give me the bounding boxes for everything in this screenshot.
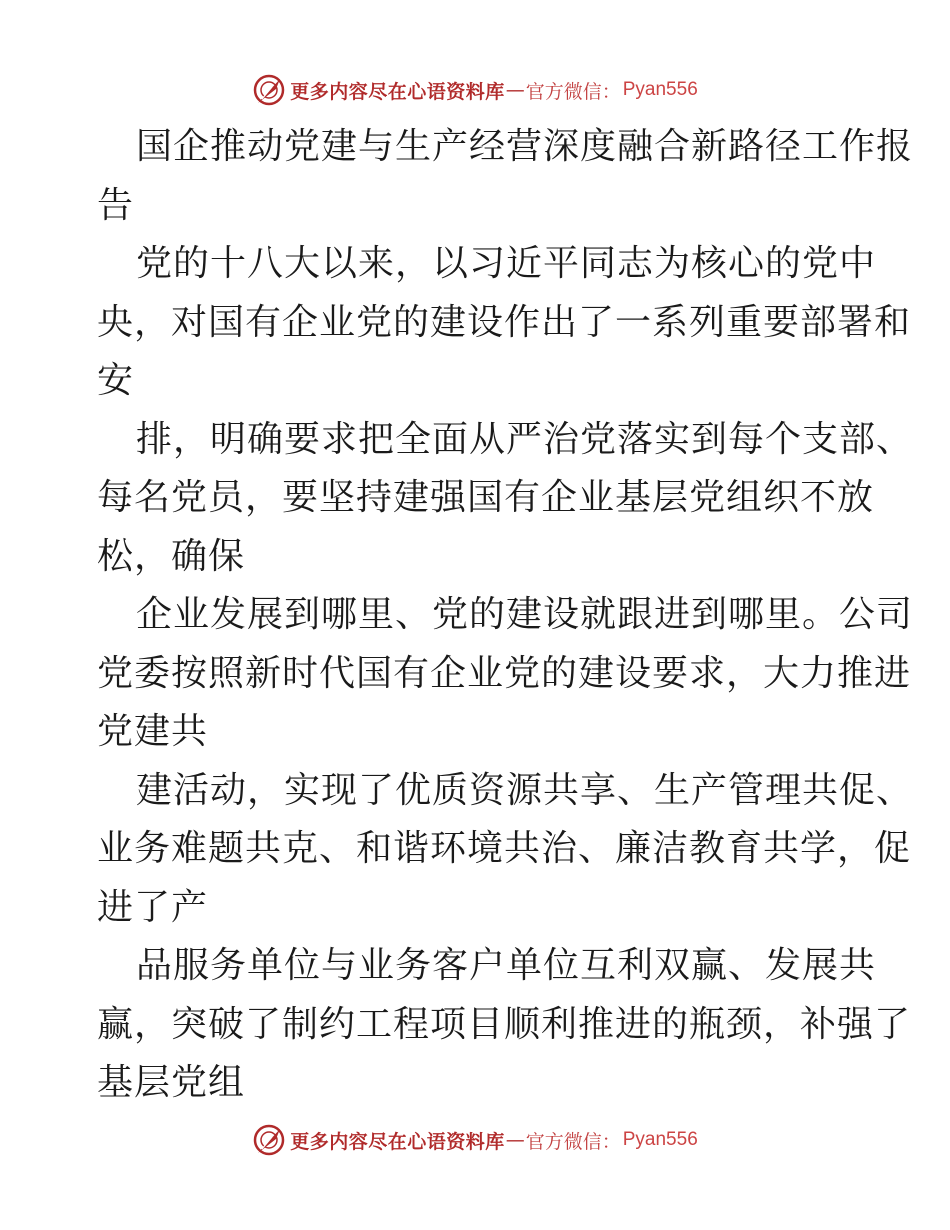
quill-logo-icon <box>252 73 286 107</box>
paragraph-line: 党的十八大以来，以习近平同志为核心的党中 <box>136 243 877 284</box>
quill-logo-icon <box>252 1123 286 1157</box>
paragraph-line: 进了产 <box>97 886 209 928</box>
watermark-wechat-id: Pyan556 <box>622 79 698 100</box>
watermark-separator: — <box>505 1129 525 1151</box>
watermark-wechat-label: 官方微信： <box>525 80 621 103</box>
paragraph-line: 排，明确要求把全面从严治党落实到每个支部、 <box>136 418 914 460</box>
footer-watermark-banner <box>0 1120 950 1160</box>
paragraph-line: 建活动，实现了优质资源共享、生产管理共促、 <box>136 769 914 811</box>
document-title-line-2: 告 <box>97 184 135 226</box>
document-body <box>97 118 914 1113</box>
header-watermark-banner <box>0 70 950 110</box>
watermark-brand-text: 更多内容尽在心语资料库 <box>290 80 505 103</box>
paragraph-line: 赢，突破了制约工程项目顺利推进的瓶颈，补强了 <box>97 1003 912 1045</box>
watermark-wechat-label: 官方微信： <box>525 1130 621 1153</box>
paragraph-line: 基层党组 <box>97 1062 246 1103</box>
paragraph-line: 松，确保 <box>97 535 246 577</box>
paragraph-line: 品服务单位与业务客户单位互利双赢、发展共 <box>136 945 877 986</box>
watermark-separator: — <box>505 79 525 101</box>
paragraph-line: 党建共 <box>97 711 209 752</box>
document-title-line-1: 国企推动党建与生产经营深度融合新路径工作报 <box>136 126 914 167</box>
paragraph-line: 业务难题共克、和谐环境共治、廉洁教育共学，促 <box>97 828 912 869</box>
paragraph-line: 党委按照新时代国有企业党的建设要求，大力推进 <box>97 652 912 694</box>
paragraph-line: 企业发展到哪里、党的建设就跟进到哪里。公司 <box>136 594 914 635</box>
watermark-brand-text: 更多内容尽在心语资料库 <box>290 1130 505 1153</box>
paragraph-line: 央，对国有企业党的建设作出了一系列重要部署和 <box>97 301 912 343</box>
paragraph-line: 安 <box>97 360 135 401</box>
paragraph-line: 每名党员，要坚持建强国有企业基层党组织不放 <box>97 477 875 518</box>
watermark-wechat-id: Pyan556 <box>622 1129 698 1150</box>
